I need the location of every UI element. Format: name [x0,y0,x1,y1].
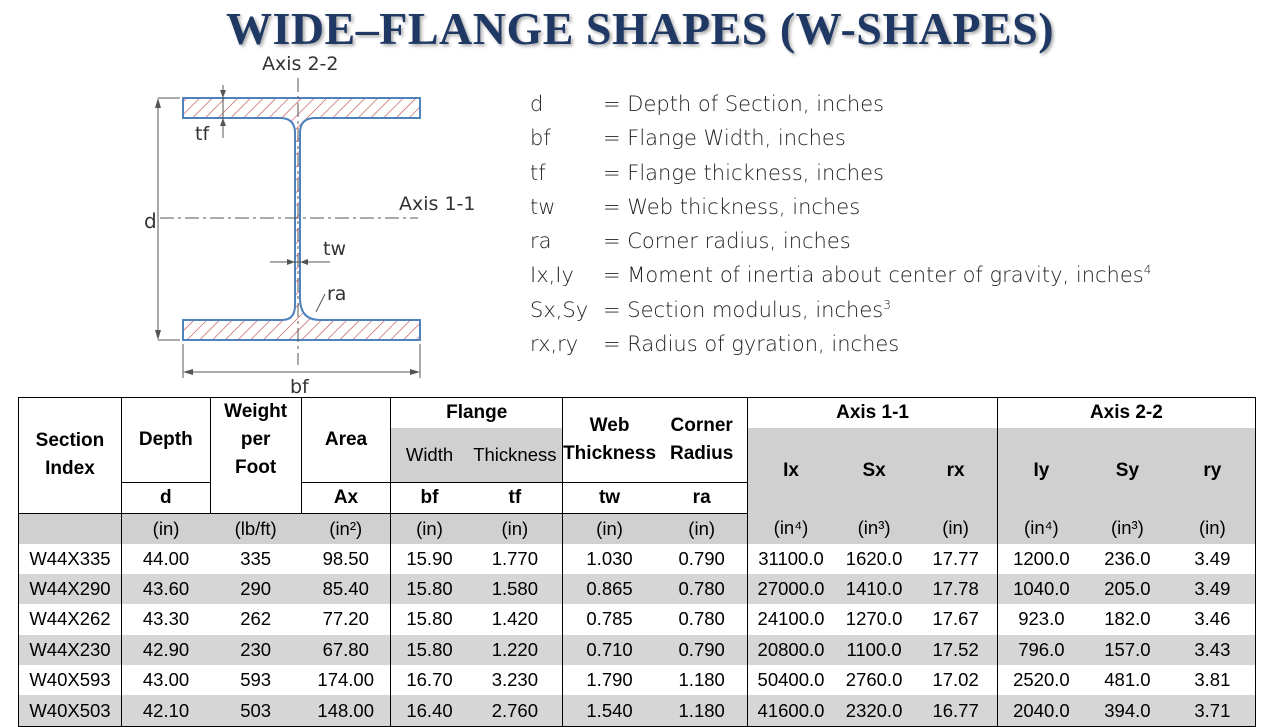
value-cell: 1.030 [586,547,633,569]
section-index-cell: W40X593 [19,665,122,695]
value-cell: 43.00 [142,669,190,691]
unit-cell: (in) [656,513,748,544]
value-cell: 3.46 [1170,604,1256,634]
value-cell: 67.80 [301,635,391,665]
value-cell: 230 [210,635,301,665]
value-cell: 1620.0 [845,547,903,569]
header-depth: Depth [121,398,210,483]
value-cell: 157.0 [1085,635,1170,665]
value-cell: 17.77 [915,544,998,574]
header-corner-radius: Corner Radius [656,398,748,483]
units-blank [19,513,122,544]
value-cell: 1.770 [468,544,563,574]
unit-cell: (in³) [1085,513,1170,544]
value-cell: 796.0 [997,635,1085,665]
value-cell: 0.780 [656,574,748,604]
value-cell: 41600.0 [748,695,834,726]
bf-label: bf [290,376,309,395]
value-cell: 1.180 [656,665,748,695]
value-cell: 15.80 [391,635,468,665]
table-row [19,574,1256,604]
value-cell: 0.785 [586,608,633,630]
sym-iy: Iy [997,428,1085,513]
header-thickness: Thickness [468,428,563,482]
value-cell: 1270.0 [845,608,903,630]
value-cell: 1.420 [468,604,563,634]
axis-1-1-label: Axis 1-1 [399,193,476,215]
value-cell: 0.790 [656,544,748,574]
value-cell: 17.52 [915,635,998,665]
section-index-cell: W44X335 [19,544,122,574]
header-axis-2-2: Axis 2-2 [997,398,1255,429]
unit-cell: (in²) [301,513,391,544]
w-shapes-table [18,397,1256,727]
table-body [19,544,1256,727]
sym-sy: Sy [1085,428,1170,513]
value-cell: 16.77 [915,695,998,726]
header-area: Area [301,398,391,483]
section-index-cell: W44X230 [19,635,122,665]
value-cell: 205.0 [1085,574,1170,604]
value-cell: 1.540 [563,695,656,726]
value-cell: 31100.0 [758,547,824,569]
value-cell: 3.71 [1170,695,1256,726]
value-cell: 3.49 [1170,574,1256,604]
value-cell: 0.790 [656,635,748,665]
value-cell: 2520.0 [1013,669,1070,691]
value-cell: 1.220 [468,635,563,665]
ra-label: ra [327,283,347,305]
value-cell: 15.90 [406,547,453,569]
value-cell: 290 [210,574,301,604]
sym-bf: bf [391,482,468,513]
sym-ra: ra [656,482,748,513]
section-index-cell: W44X290 [19,574,122,604]
unit-cell: (in) [915,513,998,544]
value-cell: 42.10 [121,695,210,726]
value-cell: 27000.0 [748,574,834,604]
section-index-cell: W40X503 [19,695,122,726]
header-section-index: Section Index [19,398,122,514]
value-cell: 0.865 [563,574,656,604]
value-cell: 15.80 [406,608,453,630]
sym-d: d [121,482,210,513]
weight-sym-blank [210,482,301,513]
value-cell: 481.0 [1104,669,1151,691]
unit-cell: (in) [468,513,563,544]
value-cell: 44.00 [142,547,190,569]
d-label: d [144,209,157,233]
value-cell: 2.760 [468,695,563,726]
beam-section-shape [183,98,420,340]
value-cell: 174.00 [301,665,391,695]
value-cell: 17.02 [915,665,998,695]
page-title: WIDE–FLANGE SHAPES (W-SHAPES) [225,3,1055,54]
value-cell: 2320.0 [834,695,915,726]
sym-ry: ry [1170,428,1256,513]
unit-cell: (in) [391,513,468,544]
value-cell: 262 [240,608,272,630]
value-cell: 503 [210,695,301,726]
value-cell: 1.790 [586,669,633,691]
unit-cell: (in) [1170,513,1256,544]
value-cell: 20800.0 [748,635,834,665]
i-beam-diagram [120,50,500,395]
value-cell: 2040.0 [997,695,1085,726]
table-row [19,635,1256,665]
value-cell: 3.43 [1170,635,1256,665]
value-cell: 1.180 [656,695,748,726]
unit-cell: (in) [121,513,210,544]
value-cell: 43.60 [121,574,210,604]
value-cell: 2760.0 [845,669,903,691]
value-cell: 148.00 [301,695,391,726]
value-cell: 43.30 [142,608,190,630]
table-row [19,604,1256,634]
table-row [19,665,1256,695]
value-cell: 1200.0 [1013,547,1070,569]
section-index-cell: W44X262 [19,604,122,634]
value-cell: 1100.0 [834,635,915,665]
sym-tw: tw [563,482,656,513]
header-weight: Weight per Foot [210,398,301,483]
value-cell: 236.0 [1104,547,1151,569]
value-cell: 17.78 [915,574,998,604]
sym-sx: Sx [834,428,915,513]
header-flange: Flange [391,398,563,429]
unit-cell: (in) [563,513,656,544]
value-cell: 15.80 [391,574,468,604]
value-cell: 17.67 [915,604,998,634]
value-cell: 3.49 [1170,544,1256,574]
value-cell: 24100.0 [757,608,825,630]
table-row [19,544,1256,574]
value-cell: 1040.0 [997,574,1085,604]
value-cell: 0.780 [656,604,748,634]
value-cell: 42.90 [121,635,210,665]
value-cell: 182.0 [1104,608,1151,630]
value-cell: 923.0 [1018,608,1065,630]
value-cell: 1.580 [468,574,563,604]
value-cell: 16.40 [391,695,468,726]
header-width: Width [391,428,468,482]
unit-cell: (lb/ft) [210,513,301,544]
value-cell: 3.230 [468,665,563,695]
sym-ax: Ax [301,482,391,513]
value-cell: 593 [240,669,272,691]
value-cell: 98.50 [301,544,391,574]
axis-2-2-label: Axis 2-2 [262,53,339,75]
value-cell: 50400.0 [757,669,825,691]
value-cell: 3.81 [1170,665,1256,695]
tw-label: tw [323,238,346,260]
value-cell: 85.40 [301,574,391,604]
header-axis-1-1: Axis 1-1 [748,398,997,429]
sym-rx: rx [915,428,998,513]
value-cell: 335 [240,547,272,569]
sym-tf: tf [468,482,563,513]
table-row [19,695,1256,726]
unit-cell: (in³) [834,513,915,544]
value-cell: 16.70 [406,669,453,691]
value-cell: 1410.0 [834,574,915,604]
value-cell: 394.0 [1085,695,1170,726]
sym-ix: Ix [748,428,834,513]
header-web-thickness: Web Thickness [563,398,656,483]
tf-label: tf [195,123,210,145]
unit-cell: (in⁴) [997,513,1085,544]
value-cell: 77.20 [301,604,391,634]
unit-cell: (in⁴) [748,513,834,544]
value-cell: 0.710 [563,635,656,665]
